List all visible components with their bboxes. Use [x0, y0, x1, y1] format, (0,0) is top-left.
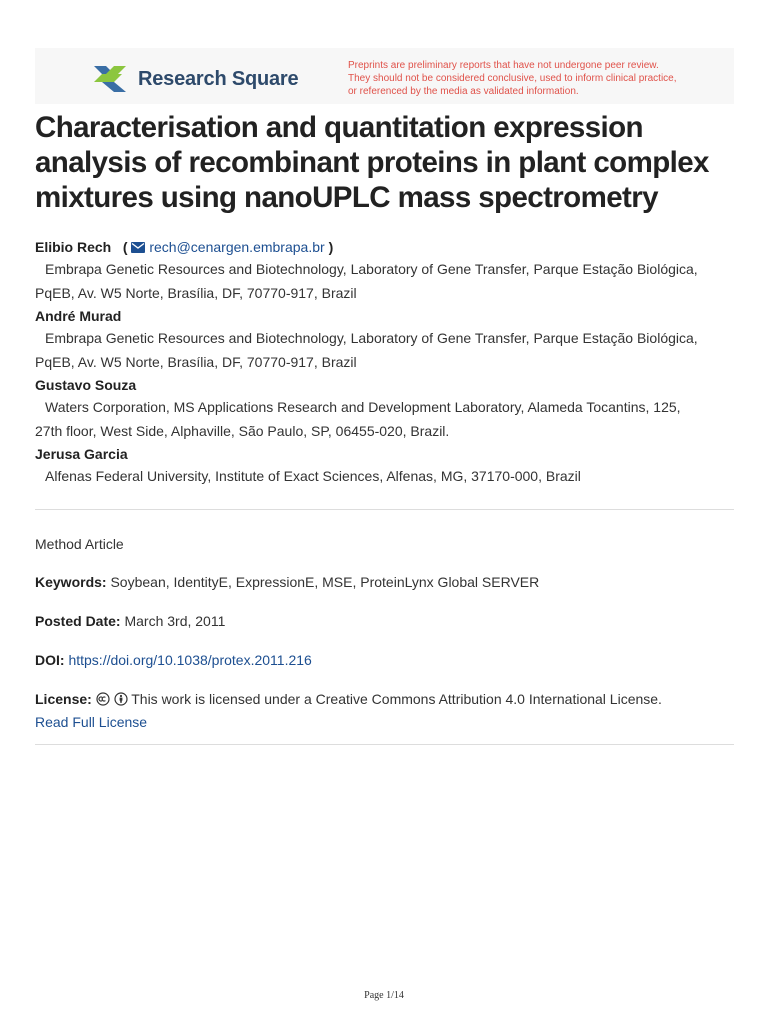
author-email: rech@cenargen.embrapa.br	[149, 239, 325, 255]
affiliation-line: PqEB, Av. W5 Norte, Brasília, DF, 70770-917, Brazil	[35, 284, 357, 301]
article-title-line: mixtures using nanoUPLC mass spectrometry	[35, 181, 658, 214]
logo-text: Research Square	[138, 67, 299, 90]
affiliation-line: PqEB, Av. W5 Norte, Brasília, DF, 70770-917, Brazil	[35, 353, 357, 370]
license-text: This work is licensed under a Creative Commons Attribution 4.0 International License.	[131, 691, 662, 707]
author-affiliation	[35, 258, 740, 305]
license-label: License:	[35, 691, 92, 707]
article-title	[35, 110, 735, 215]
preprint-notice-line: or referenced by the media as validated information.	[348, 86, 579, 97]
author-entry	[35, 443, 740, 489]
author-name: Jerusa Garcia	[35, 446, 128, 462]
author-email-link[interactable]	[131, 239, 328, 255]
posted-date-row	[35, 613, 225, 629]
preprint-notice-line: They should not be considered conclusive, used to inform clinical practice,	[348, 73, 677, 84]
author-name: Elibio Rech	[35, 239, 112, 255]
author-affiliation	[35, 396, 740, 443]
affiliation-line: Embrapa Genetic Resources and Biotechnology, Laboratory of Gene Transfer, Parque Estação Biológica,	[45, 330, 698, 346]
affiliation-line: 27th floor, West Side, Alphaville, São Paulo, SP, 06455-020, Brazil.	[35, 422, 450, 439]
preprint-notice	[348, 59, 728, 98]
affiliation-line: Waters Corporation, MS Applications Research and Development Laboratory, Alameda Tocantins, 125,	[45, 399, 681, 415]
doi-label: DOI:	[35, 652, 65, 668]
cc-icon	[96, 692, 110, 706]
doi-link[interactable]: https://doi.org/10.1038/protex.2011.216	[68, 652, 312, 668]
read-full-license-link[interactable]: Read Full License	[35, 714, 148, 730]
doi-row	[35, 652, 312, 668]
license-row	[35, 691, 662, 707]
article-type-text: Method Article	[35, 536, 124, 552]
posted-date-label: Posted Date:	[35, 613, 121, 629]
author-affiliation	[35, 465, 740, 489]
affiliation-line: Alfenas Federal University, Institute of Exact Sciences, Alfenas, MG, 37170-000, Brazil	[45, 468, 581, 484]
research-square-logo-icon	[92, 64, 130, 94]
research-square-logo[interactable]	[92, 64, 298, 94]
article-title-line: Characterisation and quantitation expression	[35, 111, 643, 144]
keywords-row	[35, 574, 539, 590]
posted-date-value: March 3rd, 2011	[124, 613, 226, 629]
read-license-row	[35, 714, 147, 730]
keywords-label: Keywords:	[35, 574, 107, 590]
keywords-value: Soybean, IdentityE, ExpressionE, MSE, ProteinLynx Global SERVER	[110, 574, 540, 590]
divider	[35, 744, 734, 745]
author-affiliation	[35, 327, 740, 374]
page-number: Page 1/14	[364, 990, 404, 1001]
article-title-line: analysis of recombinant proteins in plant complex	[35, 146, 709, 179]
envelope-icon	[131, 242, 145, 253]
license-icons	[96, 691, 132, 707]
author-name-row	[35, 236, 740, 258]
article-type	[35, 536, 124, 552]
divider	[35, 509, 734, 510]
affiliation-line: Embrapa Genetic Resources and Biotechnology, Laboratory of Gene Transfer, Parque Estação Biológica,	[45, 261, 698, 277]
author-list	[35, 236, 740, 489]
author-name: André Murad	[35, 308, 122, 324]
author-entry	[35, 374, 740, 443]
author-name: Gustavo Souza	[35, 377, 137, 393]
author-entry	[35, 236, 740, 305]
paren-close: )	[328, 239, 334, 255]
by-attribution-icon	[114, 692, 128, 706]
paren-open: (	[115, 239, 128, 255]
preprint-notice-line: Preprints are preliminary reports that have not undergone peer review.	[348, 60, 659, 71]
author-entry	[35, 305, 740, 374]
